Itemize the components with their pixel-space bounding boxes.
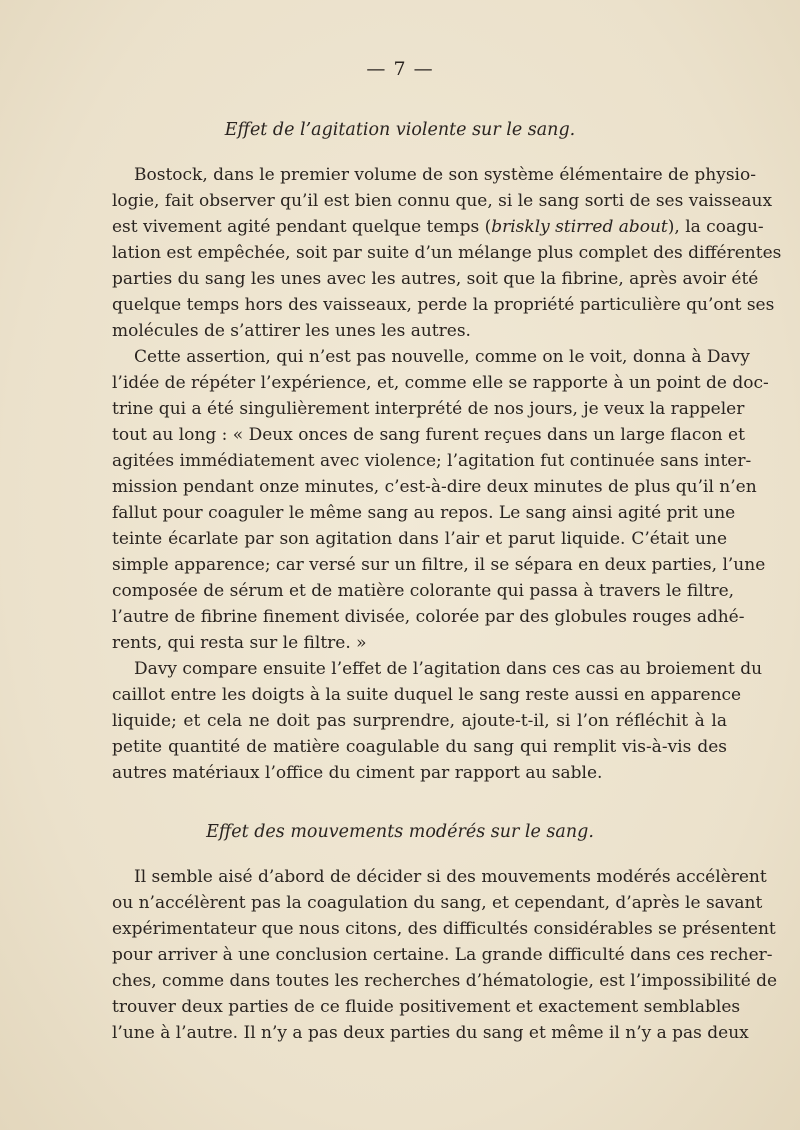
text-line: quelque temps hors des vaisseaux, perde la propriété particulière qu’ont ses [112,295,775,315]
text-line: lation est empêchée, soit par suite d’un mélange plus complet des différentes [112,243,782,263]
text-line: trouver deux parties de ce fluide positivement et exactement semblables [112,997,741,1017]
text-line: molécules de s’attirer les unes les autres. [112,321,471,341]
text-line: pour arriver à une conclusion certaine. La grande difficulté dans ces recher- [112,945,773,965]
text-line: l’autre de fibrine finement divisée, colorée par des globules rouges adhé- [112,607,745,627]
text-line: rents, qui resta sur le filtre. » [112,633,367,653]
italic-phrase: briskly stirred about [491,217,668,237]
text-line: expérimentateur que nous citons, des difficultés considérables se présentent [112,919,776,939]
section-title-agitation-violente: Effet de l’agitation violente sur le sang. [224,120,576,140]
text-line: simple apparence; car versé sur un filtre, il se sépara en deux parties, l’une [112,555,766,575]
text-line: Davy compare ensuite l’effet de l’agitation dans ces cas au broiement du [134,659,763,679]
section-body-agitation-violente [112,162,782,786]
text-line: ou n’accélèrent pas la coagulation du sang, et cependant, d’après le savant [112,893,763,913]
text-line: ches, comme dans toutes les recherches d’hématologie, est l’impossibilité de [112,971,778,991]
text-segment: ), la coagu- [667,217,764,237]
section-body-mouvements-moderes [112,864,778,1046]
text-line: agitées immédiatement avec violence; l’agitation fut continuée sans inter- [112,451,752,471]
text-line: l’une à l’autre. Il n’y a pas deux parties du sang et même il n’y a pas deux [112,1023,749,1043]
text-line: l’idée de répéter l’expérience, et, comme elle se rapporte à un point de doc- [112,373,769,393]
text-line [112,214,764,240]
text-line: Cette assertion, qui n’est pas nouvelle, comme on le voit, donna à Davy [134,347,750,367]
page-number: — 7 — [366,58,434,80]
text-line: Il semble aisé d’abord de décider si des mouvements modérés accélèrent [134,867,767,887]
text-line: trine qui a été singulièrement interprété de nos jours, je veux la rappeler [112,399,745,419]
section-title-mouvements-moderes: Effet des mouvements modérés sur le sang. [206,822,594,842]
text-line: liquide; et cela ne doit pas surprendre, ajoute-t-il, si l’on réfléchit à la [112,711,727,731]
text-line: petite quantité de matière coagulable du sang qui remplit vis-à-vis des [112,737,727,757]
text-line: composée de sérum et de matière colorante qui passa à travers le filtre, [112,581,735,601]
text-line: teinte écarlate par son agitation dans l’air et parut liquide. C’était une [112,529,727,549]
text-line: fallut pour coaguler le même sang au repos. Le sang ainsi agité prit une [112,503,736,523]
text-line: autres matériaux l’office du ciment par rapport au sable. [112,763,603,783]
text-line: parties du sang les unes avec les autres, soit que la fibrine, après avoir été [112,269,759,289]
text-line: tout au long : « Deux onces de sang furent reçues dans un large flacon et [112,425,745,445]
text-line: logie, fait observer qu’il est bien connu que, si le sang sorti de ses vaisseaux [112,191,773,211]
text-segment: est vivement agité pendant quelque temps ( [112,217,492,237]
text-line: caillot entre les doigts à la suite duquel le sang reste aussi en apparence [112,685,742,705]
text-line: Bostock, dans le premier volume de son système élémentaire de physio- [134,165,756,185]
text-line: mission pendant onze minutes, c’est-à-dire deux minutes de plus qu’il n’en [112,477,757,497]
